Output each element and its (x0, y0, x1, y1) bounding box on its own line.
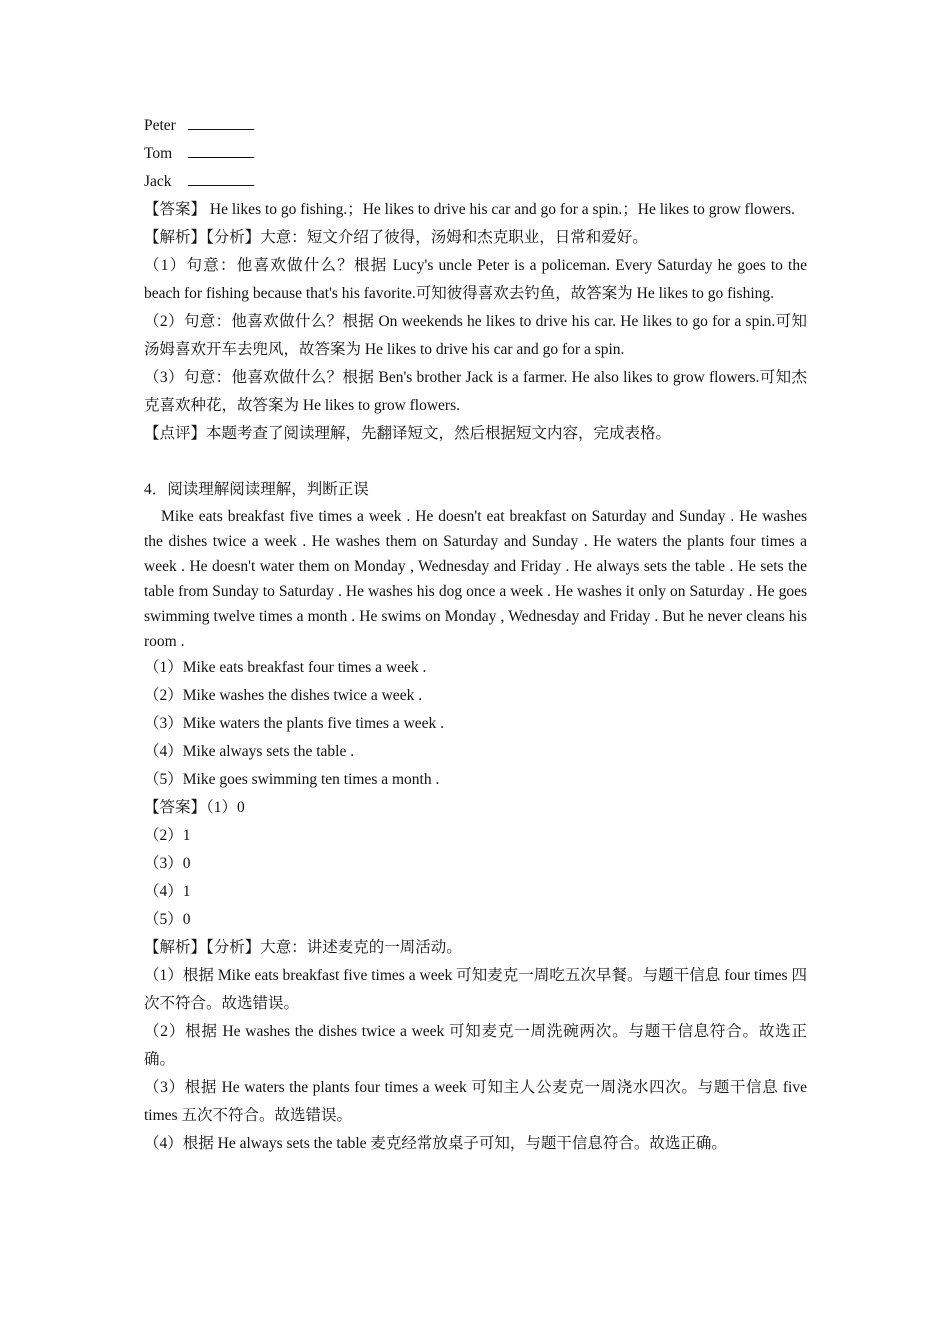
row-label: Tom (144, 145, 173, 162)
answer-item: （2）1 (144, 827, 191, 844)
table-row (144, 168, 807, 196)
question-item: （1）Mike eats breakfast four times a week . (144, 659, 427, 676)
row-label: Peter (144, 117, 176, 134)
row-label: Jack (144, 173, 172, 190)
q3-analysis-item: （2）句意：他喜欢做什么？根据 On weekends he likes to drive his car. He likes to go for a spin.可知汤姆喜欢开车去兜风，故答案为 He likes to drive his car and go for a spin. (144, 313, 807, 358)
answer-item: （3）0 (144, 855, 191, 872)
answer-item: （5）0 (144, 911, 191, 928)
document-page (144, 112, 807, 1158)
q3-analysis-title: 【解析】【分析】大意：短文介绍了彼得，汤姆和杰克职业，日常和爱好。 (144, 229, 648, 246)
q4-questions (144, 654, 807, 794)
q4-analysis-item: （1）根据 Mike eats breakfast five times a week 可知麦克一周吃五次早餐。与题干信息 four times 四次不符合。故选错误。 (144, 967, 807, 1012)
q3-analysis-item: （1）句意：他喜欢做什么？根据 Lucy's uncle Peter is a policeman. Every Saturday he goes to the beach for fishing because that's his favorite.可知彼得喜欢去钓鱼，故答案为 He likes to go fishing. (144, 257, 807, 302)
q3-answer: 【答案】 He likes to go fishing.；He likes to drive his car and go for a spin.；He likes to grow flowers. (144, 201, 795, 218)
table-row (144, 140, 807, 168)
q4-analysis-title: 【解析】【分析】大意：讲述麦克的一周活动。 (144, 939, 462, 956)
question-item: （3）Mike waters the plants five times a week . (144, 715, 445, 732)
q4-answers (144, 794, 807, 934)
question-item: （2）Mike washes the dishes twice a week . (144, 687, 423, 704)
answer-blank[interactable] (188, 144, 254, 158)
q4-title: 4．阅读理解阅读理解，判断正误 (144, 481, 369, 498)
q4-analysis-item: （3）根据 He waters the plants four times a week 可知主人公麦克一周浇水四次。与题干信息 five times 五次不符合。故选错误。 (144, 1079, 807, 1124)
answer-item: 【答案】（1）0 (144, 799, 245, 816)
answer-blank[interactable] (188, 172, 254, 186)
q3-comment: 【点评】本题考查了阅读理解，先翻译短文，然后根据短文内容，完成表格。 (144, 425, 672, 442)
answer-table (144, 112, 807, 196)
answer-item: （4）1 (144, 883, 191, 900)
table-row (144, 112, 807, 140)
q4-passage: Mike eats breakfast five times a week . He doesn't eat breakfast on Saturday and Sunday . He washes the dishes twice a week . He washes them on Saturday and Sunday . He waters the plants four times a week . He doesn't water them on Monday , Wednesday and Friday . He always sets the table . He sets the table from Sunday to Saturday . He washes his dog once a week . He washes it only on Saturday . He goes swimming twelve times a month . He swims on Monday , Wednesday and Friday . But he never cleans his room . (144, 508, 807, 650)
answer-blank[interactable] (188, 116, 254, 130)
question-item: （4）Mike always sets the table . (144, 743, 355, 760)
q4-analysis-item: （2）根据 He washes the dishes twice a week 可知麦克一周洗碗两次。与题干信息符合。故选正确。 (144, 1023, 807, 1068)
section-gap (144, 448, 807, 476)
q3-analysis-item: （3）句意：他喜欢做什么？根据 Ben's brother Jack is a farmer. He also likes to grow flowers.可知杰克喜欢种花，故答案为 He likes to grow flowers. (144, 369, 807, 414)
question-item: （5）Mike goes swimming ten times a month . (144, 771, 440, 788)
q4-analysis-item: （4）根据 He always sets the table 麦克经常放桌子可知，与题干信息符合。故选正确。 (144, 1135, 727, 1152)
